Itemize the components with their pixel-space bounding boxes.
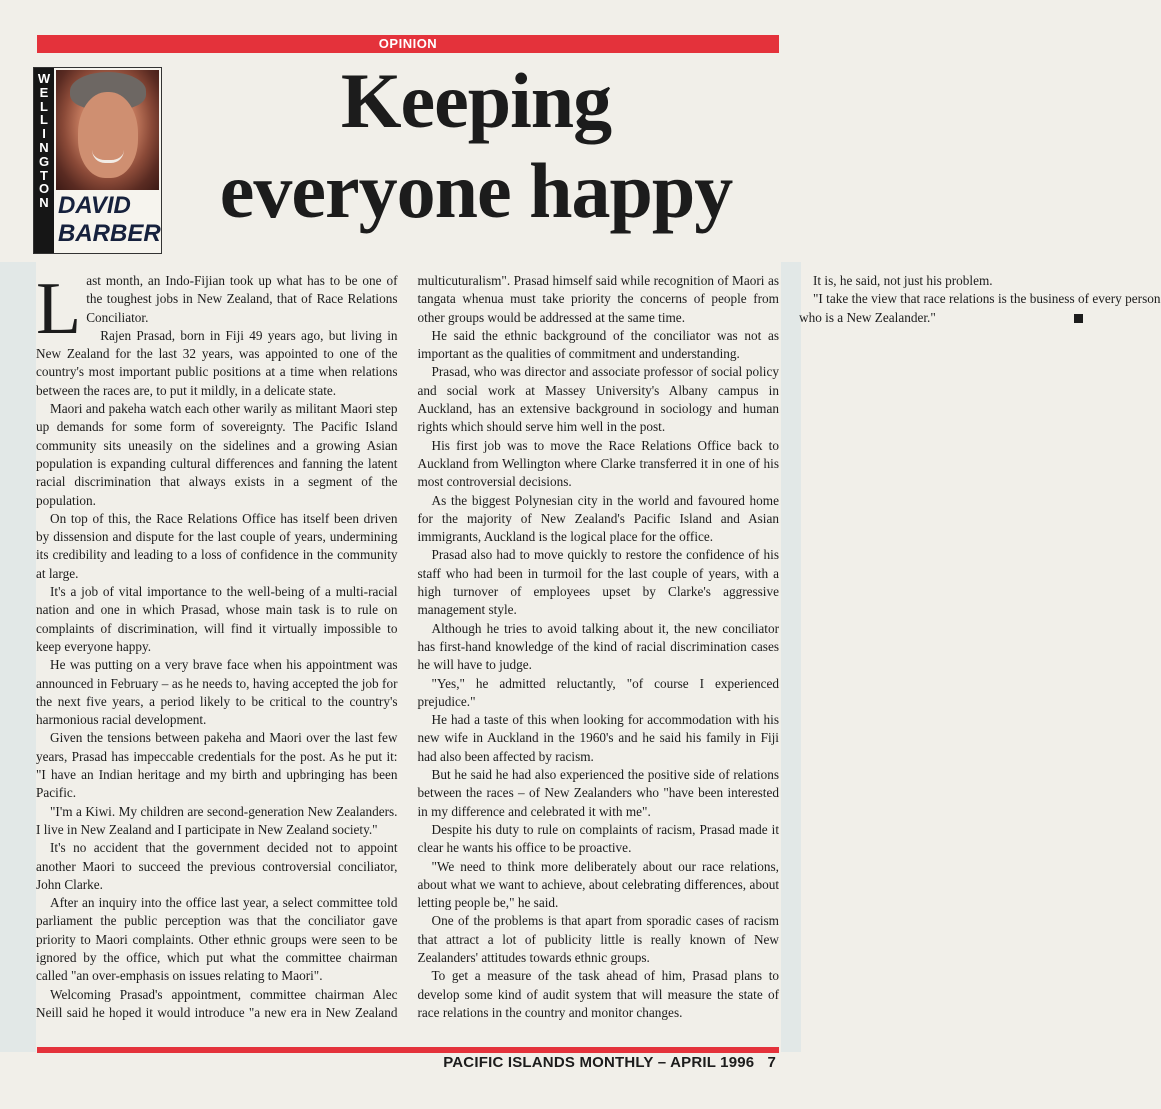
city-letter: L	[40, 112, 48, 128]
paragraph-text: "Yes," he admitted reluctantly, "of course I experienced prejudice."	[417, 675, 779, 709]
headline-line-2: everyone happy	[219, 147, 733, 234]
paragraph-text: Welcoming Prasad's appointment, committee chairman Alec Neill said he hoped it would introduce "a new era in New Zealand multicuturalism". Prasad himself said while recognition of Maori as tangata whenua must take priority the concerns of people from other groups would be addressed at the same time.	[36, 273, 779, 1020]
paragraph-text: But he said he had also experienced the positive side of relations between the races – of New Zealanders who "have been interested in my difference and celebrated it with me".	[417, 767, 779, 819]
city-letter: G	[38, 153, 50, 169]
article-paragraph	[36, 803, 398, 840]
paragraph-text: One of the problems is that apart from sporadic cases of racism that attract a lot of publicity little is really known of New Zealanders' attitudes towards ethnic groups.	[417, 913, 779, 965]
paragraph-text: On top of this, the Race Relations Office has itself been driven by dissension and dispute for the last couple of years, undermining its credibility and leading to a loss of confidence in the community at large.	[36, 510, 398, 581]
article-paragraph	[418, 492, 780, 547]
background-tint-right	[781, 262, 801, 1052]
paragraph-text: Despite his duty to rule on complaints of racism, Prasad made it clear he wants his office to be proactive.	[417, 821, 779, 856]
article-paragraph	[418, 912, 780, 967]
article-paragraph	[418, 546, 780, 619]
headline	[176, 56, 776, 236]
paragraph-text: He had a taste of this when looking for accommodation with his new wife in Auckland in the 1960's and he said his family in Fiji had also been affected by racism.	[417, 712, 779, 764]
paragraph-text: It is, he said, not just his problem.	[813, 273, 993, 288]
city-letter: W	[37, 71, 51, 86]
paragraph-text: He was putting on a very brave face when his appointment was announced in February – as he needs to, having accepted the job for the next five years, a period likely to be critical to the country's harmonious racial development.	[36, 657, 398, 728]
article-paragraph	[418, 821, 780, 858]
article-body	[36, 268, 1161, 1024]
paragraph-text: To get a measure of the task ahead of him, Prasad plans to develop some kind of audit system that will measure the state of race relations in the country and monitor changes.	[417, 968, 779, 1020]
article-paragraph	[418, 858, 780, 913]
page-footer: PACIFIC ISLANDS MONTHLY – APRIL 1996 7	[443, 1054, 776, 1071]
city-letter: O	[38, 181, 50, 197]
paragraph-text: His first job was to move the Race Relations Office back to Auckland from Wellington where Clarke transferred it in one of his most controversial decisions.	[417, 437, 779, 490]
paragraph-text: Maori and pakeha watch each other warily as militant Maori step up demands for some form of sovereignty. The Pacific Island community sits uneasily on the sidelines and a growing Asian population is expanding cultural differences and fanning the latent racial discrimination that always exists in a segment of the population.	[36, 401, 398, 508]
article-paragraph	[36, 894, 398, 985]
section-label-bar	[37, 35, 779, 53]
article-paragraph	[418, 327, 780, 364]
footer-rule	[37, 1047, 779, 1053]
city-letter: N	[39, 139, 49, 155]
paragraph-text: It's a job of vital importance to the well-being of a multi-racial nation and one in which Prasad, whose main task is to rule on complaints of discrimination, will find it virtually impossible to keep everyone happy.	[36, 584, 398, 654]
end-mark-icon	[1074, 314, 1083, 323]
paragraph-text: Prasad also had to move quickly to restore the confidence of his staff who had been in turmoil for the last couple of years, with a high turnover of employees upset by Clarke's aggressive management style.	[417, 547, 779, 618]
article-paragraph	[418, 967, 780, 1022]
article-paragraph	[36, 656, 398, 729]
city-letter: I	[42, 126, 46, 142]
paragraph-text: Given the tensions between pakeha and Maori over the last few years, Prasad has impeccable credentials for the post. As he put it: "I have an Indian heritage and my birth and upbringing has been Pacific.	[36, 730, 398, 801]
paragraph-text: He said the ethnic background of the conciliator was not as important as the qualities of commitment and understanding.	[417, 327, 779, 362]
article-paragraph	[36, 327, 398, 400]
author-photo-face	[78, 92, 138, 178]
paragraph-text: As the biggest Polynesian city in the world and favoured home for the majority of New Zealand's Pacific Island and Asian immigrants, Auckland is the logical place for the office.	[417, 492, 779, 545]
headline-line-1: Keeping	[340, 57, 612, 144]
article-paragraph	[418, 620, 780, 675]
paragraph-text: After an inquiry into the office last year, a select committee told parliament the public perception was that the conciliator gave priority to Maori complaints. Other ethnic groups were seen to be ignored by the office, which put what the committee chairman called "an over-emphasis on issues relating to Maori".	[36, 895, 398, 984]
article-paragraph	[36, 729, 398, 802]
author-box	[33, 67, 162, 254]
paragraph-text: "I take the view that race relations is the business of every person who is a New Zealander."	[799, 291, 1161, 325]
paragraph-text: ast month, an Indo-Fijian took up what has to be one of the toughest jobs in New Zealand, that of Race Relations Conciliator.	[86, 273, 398, 325]
city-letter: N	[39, 195, 49, 211]
paragraph-text: Rajen Prasad, born in Fiji 49 years ago, but living in New Zealand for the last 32 years, was appointed to one of the country's most important public positions at a time when relations between the races are, to put it mildly, in a delicate state.	[36, 327, 398, 398]
paragraph-text: "I'm a Kiwi. My children are second-generation New Zealanders. I live in New Zealand and I participate in New Zealand society."	[36, 803, 398, 837]
article-paragraph	[799, 290, 1161, 327]
paragraph-text: "We need to think more deliberately about our race relations, about what we want to achieve, about celebrating differences, about letting people be," he said.	[417, 858, 779, 911]
article-paragraph	[418, 437, 780, 492]
section-label: OPINION	[378, 36, 438, 51]
city-letter: T	[40, 167, 48, 183]
article-paragraph	[36, 268, 398, 350]
author-last-name: BARBER	[58, 220, 161, 247]
article-paragraph	[418, 675, 780, 712]
city-letter: L	[40, 98, 48, 114]
paragraph-text: It's no accident that the government decided not to appoint another Maori to succeed the previous controversial conciliator, John Clarke.	[36, 840, 398, 892]
city-strip	[34, 68, 54, 253]
article-paragraph	[799, 272, 1161, 290]
article-paragraph	[36, 839, 398, 894]
paragraph-text: Prasad, who was director and associate professor of social policy and social work at Massey University's Albany campus in Auckland, has an extensive background in sociology and human rights which should serve him well in the post.	[417, 364, 779, 435]
background-tint-left	[0, 262, 36, 1052]
article-paragraph	[36, 400, 398, 510]
city-letter: E	[39, 84, 49, 100]
article-paragraph	[36, 583, 398, 656]
article-paragraph	[418, 711, 780, 766]
author-name	[58, 192, 160, 248]
article-paragraph	[418, 363, 780, 436]
article-paragraph	[36, 510, 398, 583]
article-paragraph	[418, 766, 780, 821]
author-first-name: DAVID	[58, 192, 131, 219]
paragraph-text: Although he tries to avoid talking about it, the new conciliator has first-hand knowledge of the kind of racial discrimination cases he will have to judge.	[417, 620, 779, 673]
drop-cap: L	[36, 268, 82, 350]
author-photo	[56, 70, 159, 190]
